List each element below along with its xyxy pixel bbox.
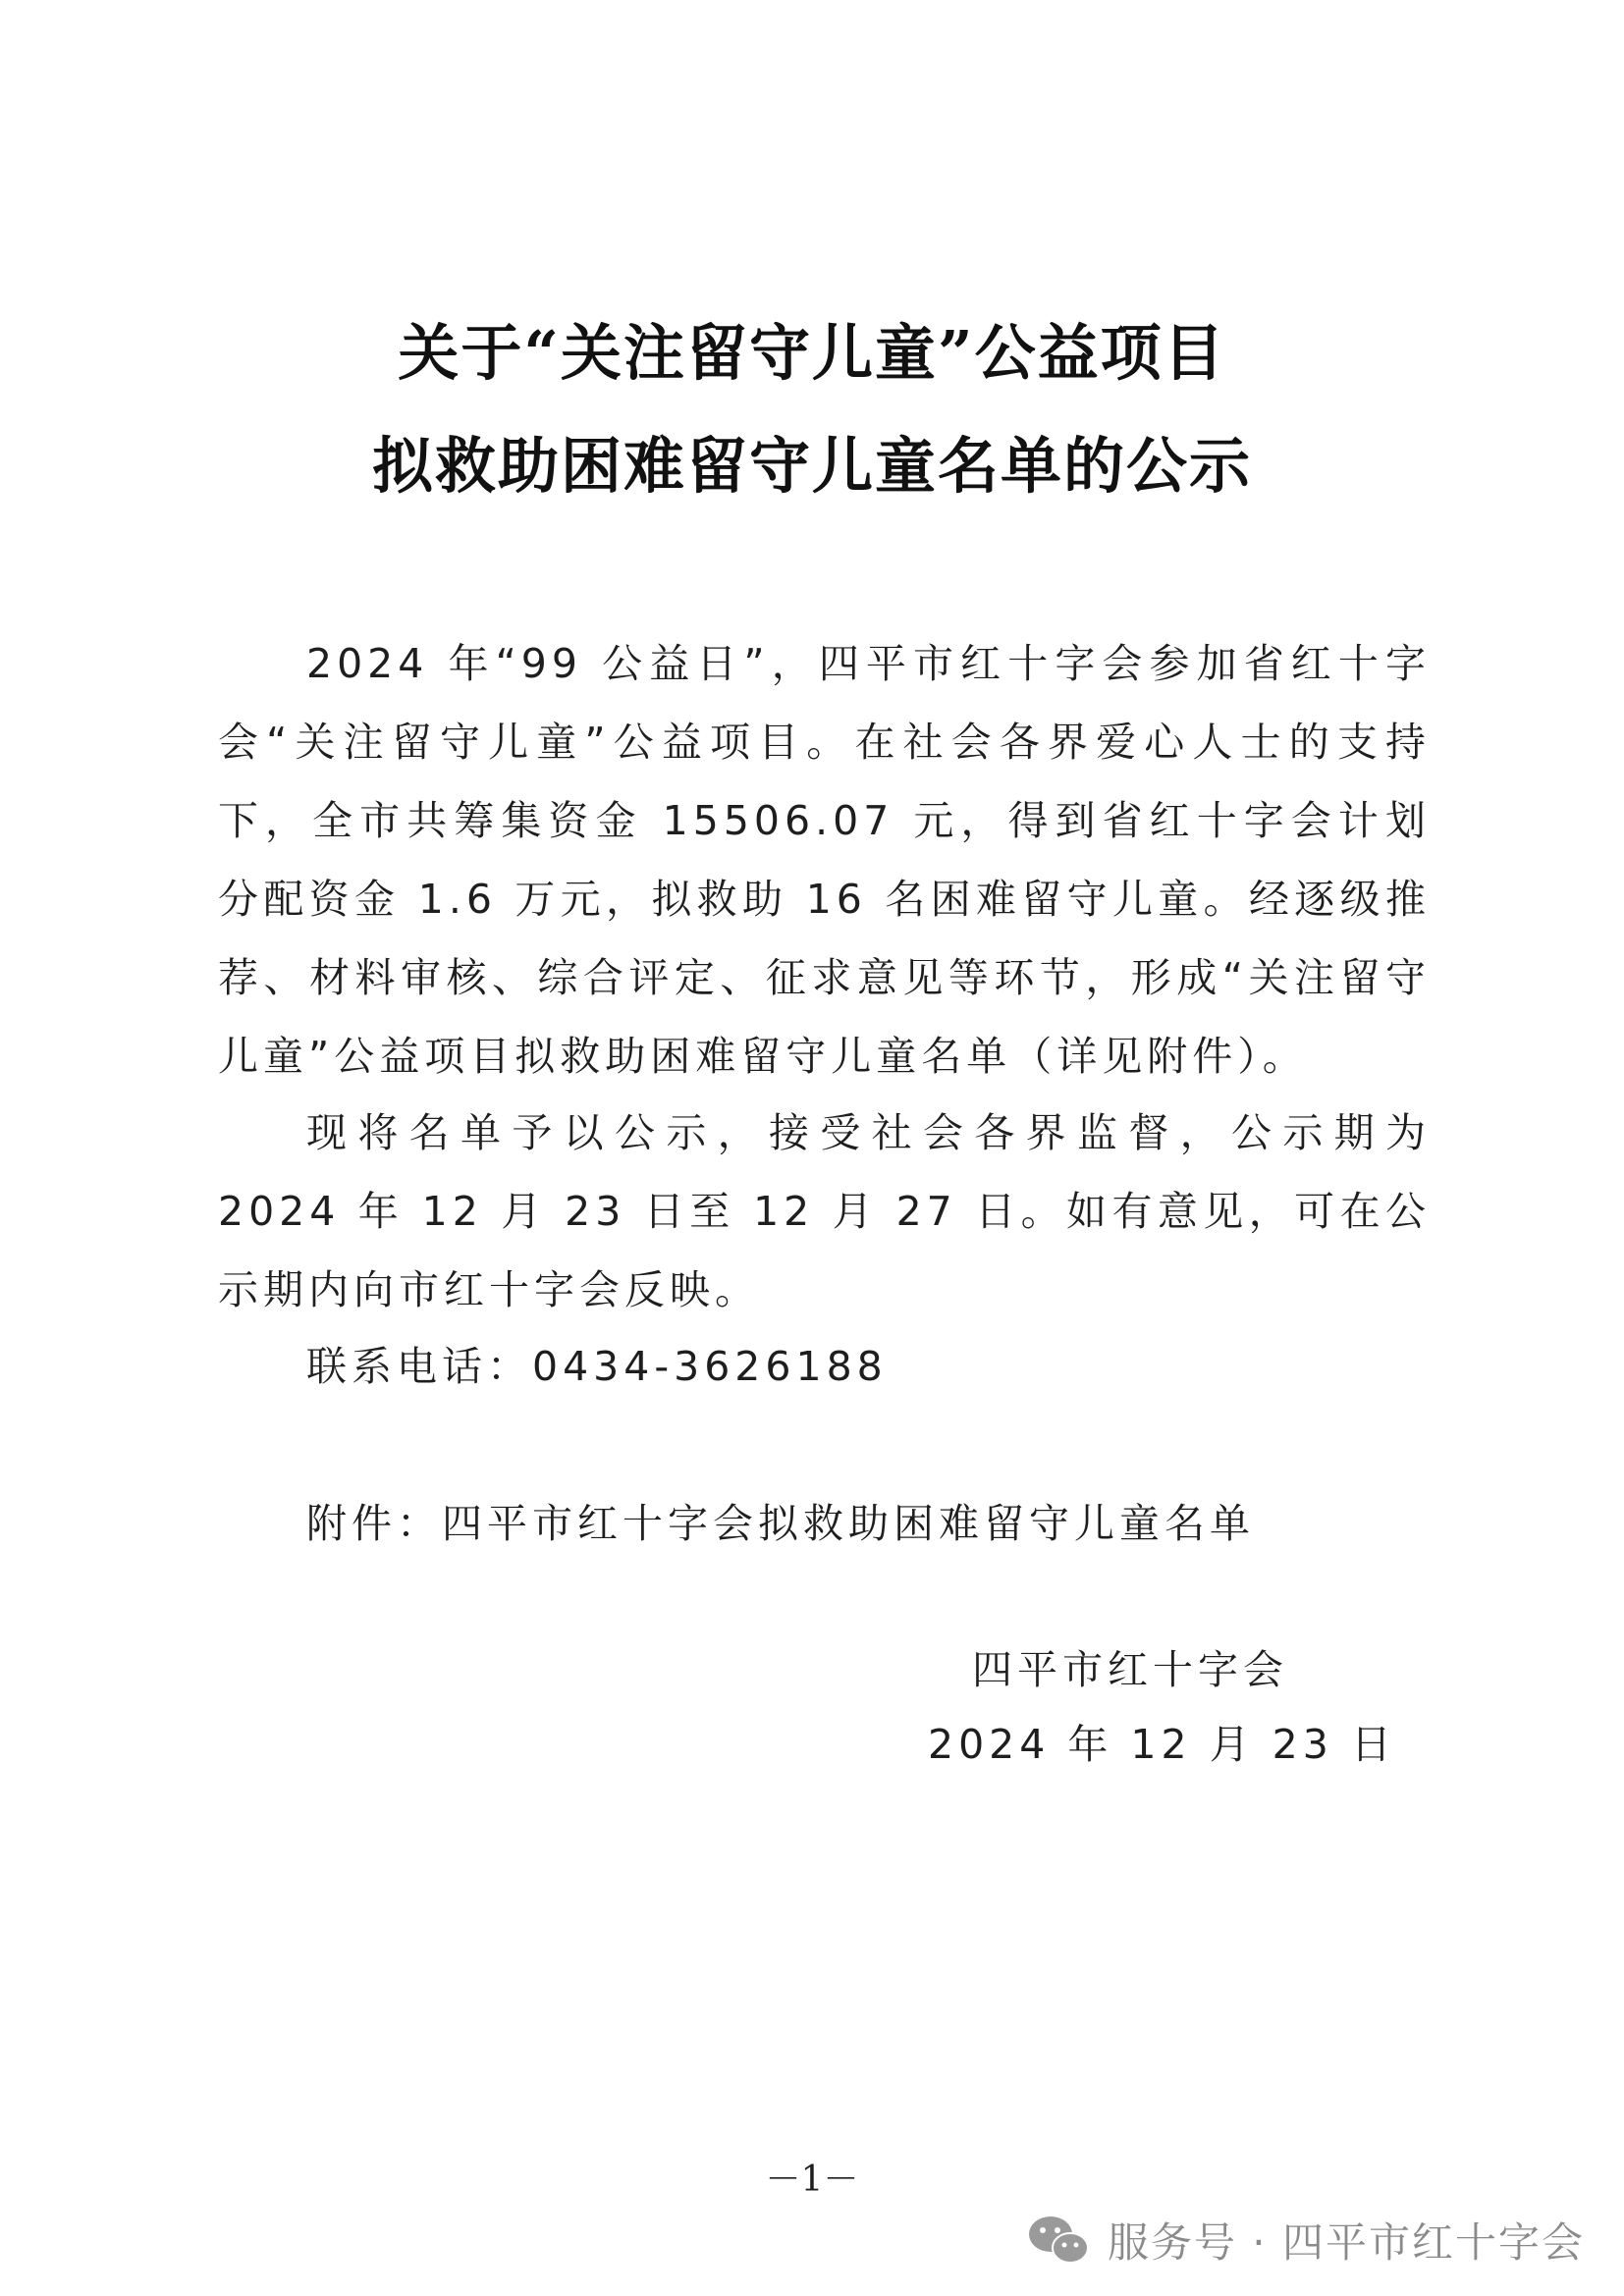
attachment-note: 附件：四平市红十字会拟救助困难留守儿童名单	[306, 1500, 1255, 1547]
body-paragraph-2: 现将名单予以公示，接受社会各界监督，公示期为 2024 年 12 月 23 日至 12 月 27 日。如有意见，可在公示期内向市红十字会反映。	[218, 1109, 1431, 1313]
wechat-icon	[1027, 2215, 1090, 2266]
signature-date: 2024 年 12 月 23 日	[928, 1721, 1396, 1768]
page-number: －1－	[765, 2160, 859, 2200]
signature-organization: 四平市红十字会	[972, 1646, 1288, 1693]
document-title-line-1: 关于“关注留守儿童”公益项目	[398, 317, 1226, 389]
wechat-watermark	[1027, 2211, 1585, 2269]
body-paragraph-1: 2024 年“99 公益日”，四平市红十字会参加省红十字会“关注留守儿童”公益项目。在社会各界爱心人士的支持下，全市共筹集资金 15506.07 元，得到省红十字会计划分配资金 1.6 万元，拟救助 16 名困难留守儿童。经逐级推荐、材料审核、综合评定、征求意见等环节，形成“关注留守儿童”公益项目拟救助困难留守儿童名单（详见附件）。	[218, 640, 1431, 1080]
contact-phone: 联系电话：0434-3626188	[306, 1343, 888, 1390]
document-title-line-2: 拟救助困难留守儿童名单的公示	[371, 430, 1252, 502]
watermark-text: 服务号 · 四平市红十字会	[1107, 2218, 1585, 2267]
